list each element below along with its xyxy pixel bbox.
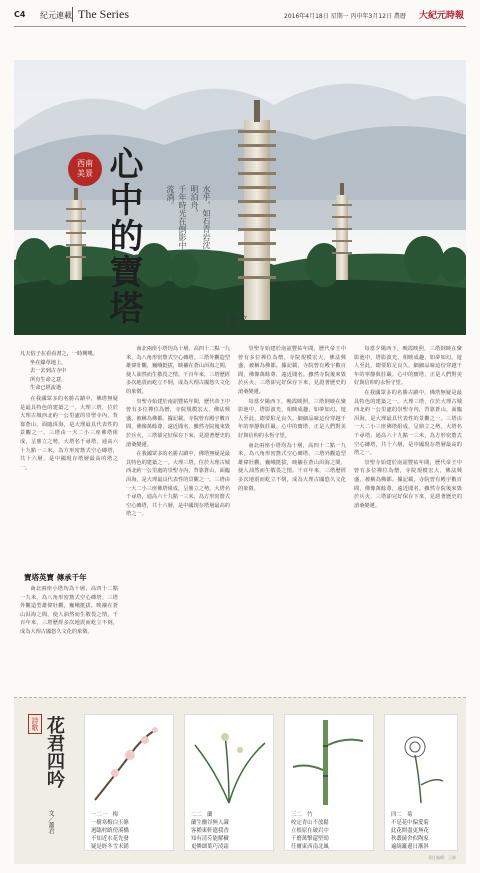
intro-verse-3: 所有生命之意， (30, 376, 67, 383)
series-title: The Series (72, 7, 129, 22)
body-column-3 (238, 345, 346, 690)
article-subtitle (164, 185, 212, 255)
body-paragraph: 每當夕陽西下，晚霞映照，三塔倒映在聚影池中，塔影波光，相映成趣，如夢如幻。遊人至此，總要駐足良久，細細品味這份穿越千年的寧靜與莊嚴。心中的寶塔，正是人們對美好與信仰的永恆守望。 (354, 346, 462, 387)
intro-lead: 凡夫俗子在看看書之，一時興嘆。 (20, 351, 98, 357)
badge-line-1: 西南 (77, 159, 93, 168)
poem-lines (91, 811, 129, 851)
poem-line: 千磨萬擊還堅勁 (291, 836, 329, 842)
poem-lines (291, 811, 329, 851)
body-column-4 (354, 345, 462, 690)
intro-poem (20, 350, 120, 393)
poem-line: 更憐細葉巧凌霜 (191, 844, 229, 850)
article-author: 文／ 蕭耕倉 (220, 315, 248, 329)
poem-card-plum (84, 714, 174, 851)
subtitle-line-2: 千年時光在倒影中流淌。 (166, 185, 187, 249)
hero-illustration (14, 60, 466, 335)
orchid-icon (185, 715, 273, 807)
region-badge (68, 152, 102, 186)
poem-line: 不知近水花先發 (91, 836, 129, 842)
body-paragraph: 南北兩座小塔均為十層，高四十二點一九米，為八角形密簷式空心磚塔。三塔外觀造型雄偉壯觀，巍峨挺拔，映襯在蒼山洱海之間，使人油然而生敬畏之情。千百年來，三塔歷經多次地震而屹立不倒，成為大理古國悠久文化的象徵。 (238, 442, 346, 492)
poem-author: 文／蕭君 (47, 810, 54, 834)
poem-line: 咬定青山不放鬆 (291, 820, 329, 826)
poem-card-bamboo (284, 714, 374, 851)
poem-card-orchid (184, 714, 274, 851)
body-paragraph: 南北兩座小塔均為十層，高四十二點一九米，為八角形密簷式空心磚塔。三塔外觀造型雄偉壯觀，巍峨挺拔，映襯在蒼山洱海之間，使人油然而生敬畏之情。千百年來，三塔歷經多次地震而屹立不倒，成為大理古國悠久文化的象徵。 (126, 346, 230, 395)
intro-verse-4: 生命已經流逝 (30, 385, 62, 392)
poem-line: 疑是經冬雪未銷 (91, 844, 129, 850)
section-subheading: 寶塔英寶 傳承千年 (24, 573, 87, 582)
body-column-1 (20, 395, 118, 570)
body-paragraph: 在我國眾多的名勝古蹟中，佛塔無疑是最具特色的建築之一。大理三塔，位於大理古城西北約一公里處的崇聖寺內，背靠蒼山，面臨洱海，是大理最具代表性的景觀之一。三塔由一大二小三座佛塔組成，呈鼎立之勢。大塔名千尋塔，通高六十九點一三米，為方形密簷式空心磚塔，共十六層，是中國現存塔層最高的塔之一。 (126, 451, 230, 518)
subtitle-line-1: 水乎，如石青岩沈明泊舟， (190, 185, 211, 249)
issue-date: 2016年4月18日 星期一 丙申年3月12日 農曆 (284, 13, 406, 20)
intro-verse-2: 去一去到古寺中 (30, 368, 67, 375)
column-name: 紀元連載 (40, 11, 72, 20)
poem-line: 秋叢繞舍似陶家 (391, 836, 429, 842)
chrysanthemum-icon (385, 715, 457, 807)
poem-title: 花君四吟 (44, 716, 65, 788)
poem-lines (391, 811, 429, 851)
page-header (14, 8, 466, 27)
body-paragraph: 每當夕陽西下，晚霞映照，三塔倒映在聚影池中，塔影波光，相映成趣，如夢如幻。遊人至此，總要駐足良久，細細品味這份穿越千年的寧靜與莊嚴。心中的寶塔，正是人們對美好與信仰的永恆守望。 (238, 398, 346, 439)
poem-section (14, 697, 466, 864)
poem-line: 立根原在破岩中 (291, 828, 329, 834)
poem-line: 知有清芬能解穢 (191, 836, 229, 842)
poem-line: 一二一 梅 (91, 812, 118, 818)
body-paragraph: 崇聖寺始建於南詔豐祐年間，歷代帝王中曾有多位禪位為僧，寺院規模宏大，佛法興盛，被稱為佛都。據記載，寺院曾有殿宇數百間，佛像萬餘尊，遠近聞名。雖然寺院後來毀於兵火，三塔卻完好保存下來，見證著歷史的滄桑變遷。 (354, 459, 462, 509)
bamboo-icon (285, 715, 373, 807)
footer-note: 責任編輯：王勝 (428, 855, 456, 860)
poem-tag: 詩歌 (28, 714, 42, 734)
poem-card-chrysanthemum (384, 714, 458, 851)
plum-blossom-icon (85, 715, 173, 807)
body-paragraph: 南北兩座小塔均為十層，高四十二點一九米，為八角形密簷式空心磚塔。三塔外觀造型雄偉壯觀，巍峨挺拔，映襯在蒼山洱海之間，使人油然而生敬畏之情。千百年來，三塔歷經多次地震而屹立不倒，成為大理古國悠久文化的象徵。 (20, 586, 118, 635)
poem-line: 不是花中偏愛菊 (391, 820, 429, 826)
poem-line: 二二 蘭 (191, 812, 213, 818)
body-column-1b (20, 585, 118, 690)
body-paragraph: 崇聖寺始建於南詔豐祐年間，歷代帝王中曾有多位禪位為僧，寺院規模宏大，佛法興盛，被稱為佛都。據記載，寺院曾有殿宇數百間，佛像萬餘尊，遠近聞名。雖然寺院後來毀於兵火，三塔卻完好保存下來，見證著歷史的滄桑變遷。 (238, 346, 346, 395)
poem-line: 任爾東西南北風 (291, 844, 329, 850)
poem-line: 迥臨村路傍溪橋 (91, 828, 129, 834)
intro-verse-1: 坐在綠草地上， (30, 359, 67, 366)
poem-line: 蘭生幽谷無人識 (191, 820, 229, 826)
poem-line: 四二 菊 (391, 812, 413, 818)
masthead-logo: 大紀元時報 (418, 11, 464, 21)
pagoda-landscape-image (14, 60, 466, 335)
poem-line: 一樹寒梅白玉條 (91, 820, 129, 826)
poem-line: 遍繞籬邊日漸斜 (391, 844, 429, 850)
article-title: 心中的寶塔 (103, 146, 143, 326)
body-column-2 (126, 345, 230, 690)
badge-line-2: 美景 (77, 169, 93, 178)
poem-line: 三二 竹 (291, 812, 313, 818)
poem-line: 此花開盡更無花 (391, 828, 429, 834)
page-number: C4 (14, 10, 26, 19)
poem-lines (191, 811, 229, 851)
poem-line: 客種東軒遺我香 (191, 828, 229, 834)
body-paragraph: 在我國眾多的名勝古蹟中，佛塔無疑是最具特色的建築之一。大理三塔，位於大理古城西北約一公里處的崇聖寺內，背靠蒼山，面臨洱海，是大理最具代表性的景觀之一。三塔由一大二小三座佛塔組成，呈鼎立之勢。大塔名千尋塔，通高六十九點一三米，為方形密簷式空心磚塔，共十六層，是中國現存塔層最高的塔之一。 (354, 389, 462, 457)
body-paragraph: 在我國眾多的名勝古蹟中，佛塔無疑是最具特色的建築之一。大理三塔，位於大理古城西北約一公里處的崇聖寺內，背靠蒼山，面臨洱海，是大理最具代表性的景觀之一。三塔由一大二小三座佛塔組成，呈鼎立之勢。大塔名千尋塔，通高六十九點一三米，為方形密簷式空心磚塔，共十六層，是中國現存塔層最高的塔之一。 (20, 396, 118, 471)
body-paragraph: 崇聖寺始建於南詔豐祐年間，歷代帝王中曾有多位禪位為僧，寺院規模宏大，佛法興盛，被稱為佛都。據記載，寺院曾有殿宇數百間，佛像萬餘尊，遠近聞名。雖然寺院後來毀於兵火，三塔卻完好保存下來，見證著歷史的滄桑變遷。 (126, 398, 230, 448)
